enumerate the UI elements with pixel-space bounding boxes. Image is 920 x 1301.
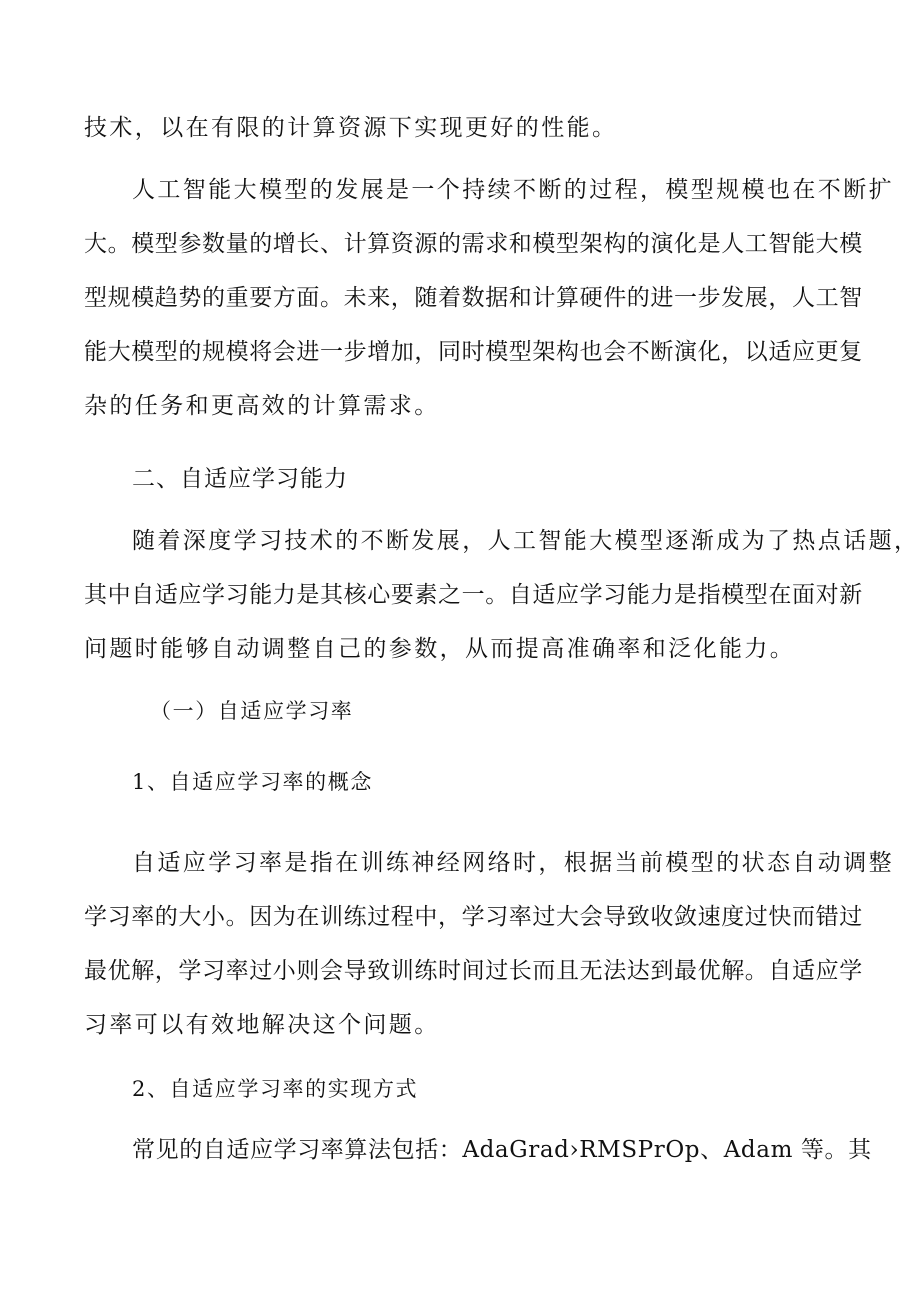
section-heading: 二、自适应学习能力 — [132, 466, 348, 492]
paragraph-scale-line-4: 能大模型的规模将会进一步增加，同时模型架构也会不断演化，以适应更复 — [84, 339, 863, 365]
paragraph-methods-line-1: 常见的自适应学习率算法包括：AdaGrad›RMSPrOp、Adam 等。其 — [132, 1137, 872, 1163]
paragraph-adaptive-line-1: 随着深度学习技术的不断发展，人工智能大模型逐渐成为了热点话题， — [132, 528, 920, 554]
paragraph-scale-line-3: 型规模趋势的重要方面。未来，随着数据和计算硬件的进一步发展，人工智 — [84, 285, 863, 311]
paragraph-scale-line-2: 大。模型参数量的增长、计算资源的需求和模型架构的演化是人工智能大模 — [84, 231, 863, 257]
paragraph-adaptive-line-3: 问题时能够自动调整自己的参数，从而提高准确率和泛化能力。 — [84, 636, 796, 662]
paragraph-scale-line-1: 人工智能大模型的发展是一个持续不断的过程，模型规模也在不断扩 — [132, 177, 894, 203]
continuation-line-1: 技术，以在有限的计算资源下实现更好的性能。 — [84, 115, 618, 141]
paragraph-concept-line-4: 习率可以有效地解决这个问题。 — [84, 1012, 440, 1038]
subsection-heading: （一）自适应学习率 — [150, 699, 354, 723]
paragraph-scale-line-5: 杂的任务和更高效的计算需求。 — [84, 393, 440, 419]
item1-heading: 1、自适应学习率的概念 — [132, 770, 373, 794]
paragraph-concept-line-2: 学习率的大小。因为在训练过程中，学习率过大会导致收敛速度过快而错过 — [84, 904, 863, 930]
item2-heading: 2、自适应学习率的实现方式 — [132, 1077, 419, 1101]
paragraph-concept-line-3: 最优解，学习率过小则会导致训练时间过长而且无法达到最优解。自适应学 — [84, 958, 863, 984]
paragraph-adaptive-line-2: 其中自适应学习能力是其核心要素之一。自适应学习能力是指模型在面对新 — [84, 582, 863, 608]
paragraph-concept-line-1: 自适应学习率是指在训练神经网络时，根据当前模型的状态自动调整 — [132, 850, 894, 876]
